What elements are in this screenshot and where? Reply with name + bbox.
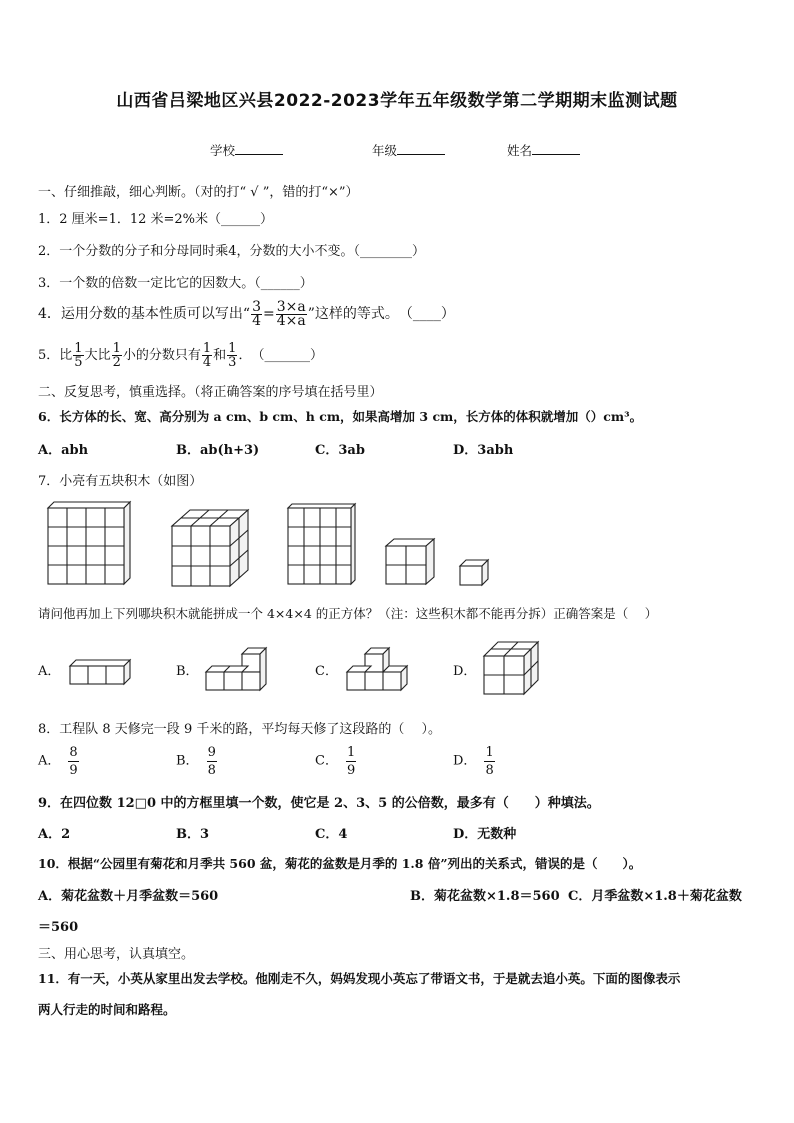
question-2: 2．一个分数的分子和分母同时乘4，分数的大小不变。（________） — [38, 244, 426, 259]
q7-option-c-figure[interactable] — [345, 646, 411, 692]
q9-option-a[interactable]: A．2 — [38, 827, 71, 842]
q4-equals: = — [263, 306, 275, 322]
q10-option-c[interactable]: C．月季盆数×1.8＋菊花盆数 — [568, 889, 742, 904]
block-3 — [288, 504, 355, 584]
section1-heading: 一、仔细推敲，细心判断。（对的打“ √ ”，错的打“×”） — [38, 185, 359, 200]
q10-option-b[interactable]: B．菊花盆数×1.8＝560 — [410, 889, 560, 904]
block-2 — [172, 510, 248, 586]
block-1 — [48, 502, 130, 584]
school-blank[interactable] — [235, 142, 283, 155]
q7-question: 请问他再加上下列哪块积木就能拼成一个 4×4×4 的正方体？（注：这些积木都不能再分拆）正确答案是（ ） — [38, 606, 658, 621]
q7-option-c-label[interactable]: C． — [315, 664, 338, 679]
school-field — [210, 141, 283, 159]
question-1: 1．2 厘米=1．12 米=2%米（______） — [38, 212, 274, 227]
question-8: 8．工程队 8 天修完一段 9 千米的路，平均每天修了这段路的（ ）。 — [38, 722, 441, 737]
q4-text-post: ”这样的等式。 （____） — [307, 306, 455, 322]
q4-text-pre: 4．运用分数的基本性质可以写出“ — [38, 306, 251, 322]
question-6: 6．长方体的长、宽、高分别为 a cm、b cm、h cm，如果高增加 3 cm，长方体的体积就增加（）cm³。 — [38, 409, 643, 424]
question-7: 7．小亮有五块积木（如图） — [38, 474, 203, 489]
q8-option-a[interactable]: A． $\frac{8}{9}$ — [38, 745, 78, 778]
name-blank[interactable] — [532, 142, 580, 155]
q6-option-d[interactable]: D．3abh — [453, 443, 514, 458]
q5-fraction-1: $\frac{1}{5}$ — [74, 341, 83, 370]
q10-option-c-cont: ＝560 — [38, 920, 79, 935]
question-10: 10．根据“公园里有菊花和月季共 560 盆，菊花的盆数是月季的 1.8 倍”列出的关系式，错误的是（ ）。 — [38, 856, 642, 871]
question-11-line-1: 11．有一天，小英从家里出发去学校。他刚走不久，妈妈发现小英忘了带语文书，于是就去追小英。下面的图像表示 — [38, 971, 681, 986]
grade-blank[interactable] — [397, 142, 445, 155]
question-4 — [38, 298, 455, 330]
q7-blocks-figure — [38, 496, 498, 592]
q8-option-c[interactable]: C． $\frac{1}{9}$ — [315, 745, 356, 778]
question-11-line-2: 两人行走的时间和路程。 — [38, 1002, 176, 1017]
q5-fraction-3: $\frac{1}{4}$ — [202, 341, 212, 370]
q9-option-d[interactable]: D．无数种 — [453, 827, 517, 842]
q6-option-a[interactable]: A．abh — [38, 443, 89, 458]
page-title: 山西省吕梁地区兴县2022-2023学年五年级数学第二学期期末监测试题 — [116, 91, 678, 111]
name-field — [507, 141, 580, 159]
q7-option-b-label[interactable]: B． — [176, 664, 199, 679]
q4-fraction-1: $\frac{3}{4}$ — [252, 298, 261, 329]
q8-option-b[interactable]: B． $\frac{9}{8}$ — [176, 745, 216, 778]
q4-fraction-2: $\frac{3\times a}{4\times a}$ — [276, 298, 306, 329]
section2-heading: 二、反复思考，慎重选择。（将正确答案的序号填在括号里） — [38, 385, 383, 400]
grade-label: 年级 — [372, 143, 398, 158]
q6-option-b[interactable]: B．ab(h+3) — [176, 443, 260, 458]
q7-option-d-label[interactable]: D． — [453, 664, 477, 679]
question-3: 3．一个数的倍数一定比它的因数大。（______） — [38, 276, 313, 291]
grade-field — [372, 141, 445, 159]
q5-fraction-4: $\frac{1}{3}$ — [228, 341, 237, 370]
school-label: 学校 — [210, 143, 236, 158]
q8-option-d[interactable]: D． $\frac{1}{8}$ — [453, 745, 494, 778]
q9-option-c[interactable]: C．4 — [315, 827, 348, 842]
q6-option-c[interactable]: C．3ab — [315, 443, 365, 458]
block-5 — [460, 560, 488, 585]
q5-fraction-2: $\frac{1}{2}$ — [112, 341, 121, 370]
block-4 — [386, 539, 434, 584]
q7-option-b-figure[interactable] — [204, 646, 270, 692]
q7-option-a-label[interactable]: A． — [38, 664, 61, 679]
q9-option-b[interactable]: B．3 — [176, 827, 210, 842]
section3-heading: 三、用心思考，认真填空。 — [38, 947, 195, 962]
q7-option-a-figure[interactable] — [68, 658, 132, 686]
question-9: 9．在四位数 12□0 中的方框里填一个数，使它是 2、3、5 的公倍数，最多有（ ）种填法。 — [38, 796, 600, 811]
q7-option-d-figure[interactable] — [482, 640, 542, 696]
question-5: 5．比 $\frac{1}{5}$ 大比 $\frac{1}{2}$ 小的分数只有 $\frac{1}{4}$ 和 $\frac{1}{3}$ ． （_______） — [38, 341, 323, 370]
name-label: 姓名 — [507, 143, 533, 158]
q10-option-a[interactable]: A．菊花盆数＋月季盆数＝560 — [38, 889, 219, 904]
